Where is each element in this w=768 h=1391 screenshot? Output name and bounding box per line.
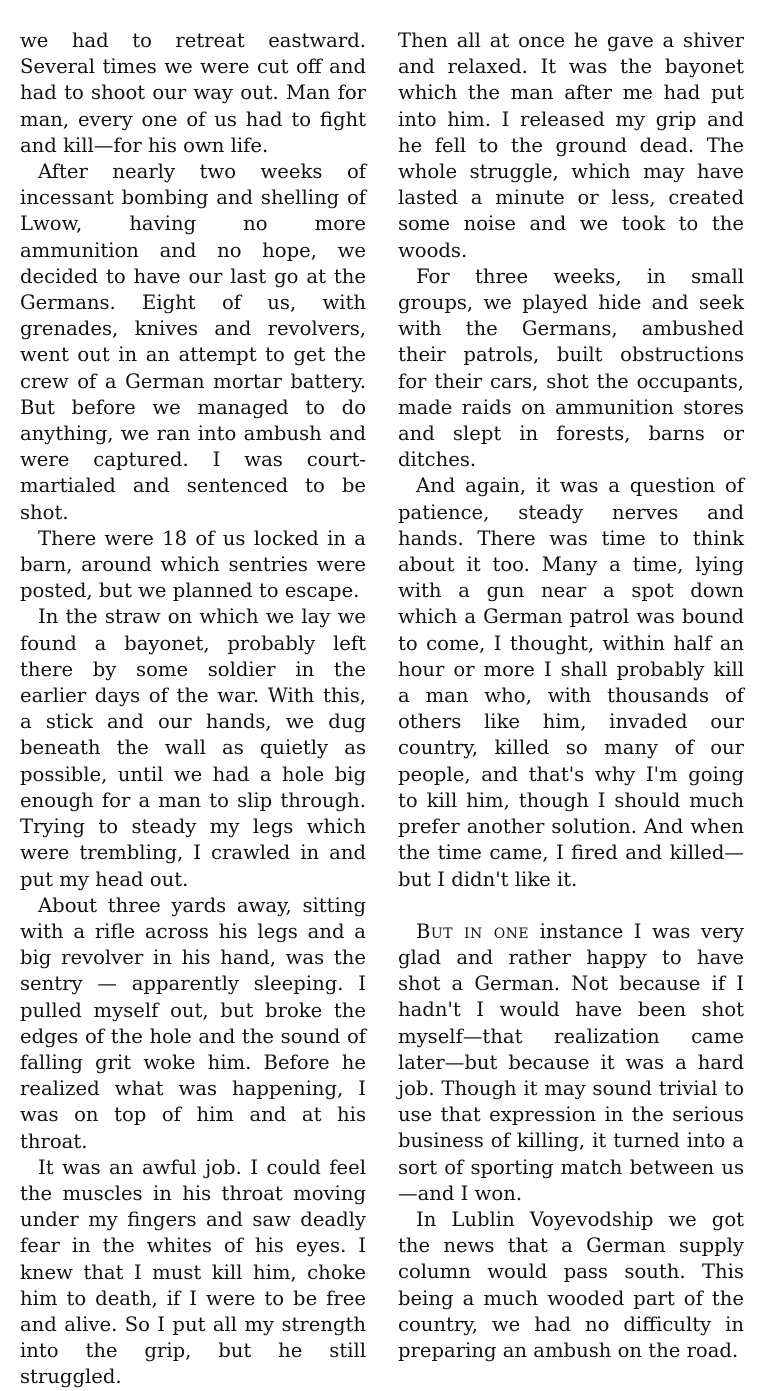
paragraph: we had to retreat eastward. Several times we were cut off and had to shoot our way out. Man for man, every one of us had to fight and kill—for his own life.	[20, 29, 366, 157]
section-lead-in: But in one	[416, 919, 530, 943]
paragraph: There were 18 of us locked in a barn, around which sentries were posted, but we planned to escape.	[20, 526, 366, 603]
section-opening-paragraph	[398, 919, 744, 1207]
paragraph: It was an awful job. I could feel the muscles in his throat moving under my fingers and saw deadly fear in the whites of his eyes. I knew that I must kill him, choke him to death, if I were to be free and alive. So I put all my strength into the grip, but he still struggled.	[20, 1155, 366, 1389]
section-text: instance I was very glad and rather happy to have shot a German. Not because if I hadn't I would have been shot myself—that realization came later—but because it was a hard job. Though it may sound trivial to use that expression in the serious business of killing, it turned into a sort of sporting match between us—and I won.	[398, 919, 744, 1205]
paragraph: About three yards away, sitting with a rifle across his legs and a big revolver in his hand, was the sentry — apparently sleeping. I pulled myself out, but broke the edges of the hole and the sound of falling grit woke him. Before he realized what was happening, I was on top of him and at his throat.	[20, 893, 366, 1153]
left-column	[20, 28, 366, 1391]
paragraph: And again, it was a question of patience, steady nerves and hands. There was time to think about it too. Many a time, lying with a gun near a spot down which a German patrol was bound to come, I thought, within half an hour or more I shall probably kill a man who, with thousands of others like him, invaded our country, killed so many of our people, and that's why I'm going to kill him, though I should much prefer another solution. And when the time came, I fired and killed—but I didn't like it.	[398, 474, 744, 891]
right-column	[398, 28, 744, 1364]
paragraph: In the straw on which we lay we found a bayonet, probably left there by some soldier in the earlier days of the war. With this, a stick and our hands, we dug beneath the wall as quietly as possible, until we had a hole big enough for a man to slip through. Trying to steady my legs which were trembling, I crawled in and put my head out.	[20, 605, 366, 891]
paragraph: After nearly two weeks of incessant bombing and shelling of Lwow, having no more ammunition and no hope, we decided to have our last go at the Germans. Eight of us, with grenades, knives and revolvers, went out in an attempt to get the crew of a German mortar battery. But before we managed to do anything, we ran into ambush and were captured. I was court-martialed and sentenced to be shot.	[20, 160, 366, 524]
paragraph: For three weeks, in small groups, we played hide and seek with the Germans, ambushed their patrols, built obstructions for their cars, shot the occupants, made raids on ammunition stores and slept in forests, barns or ditches.	[398, 264, 744, 472]
paragraph: In Lublin Voyevodship we got the news that a German supply column would pass south. This being a much wooded part of the country, we had no difficulty in preparing an ambush on the road.	[398, 1207, 744, 1362]
paragraph: Then all at once he gave a shiver and relaxed. It was the bayonet which the man after me had put into him. I released my grip and he fell to the ground dead. The whole struggle, which may have lasted a minute or less, created some noise and we took to the woods.	[398, 29, 744, 262]
